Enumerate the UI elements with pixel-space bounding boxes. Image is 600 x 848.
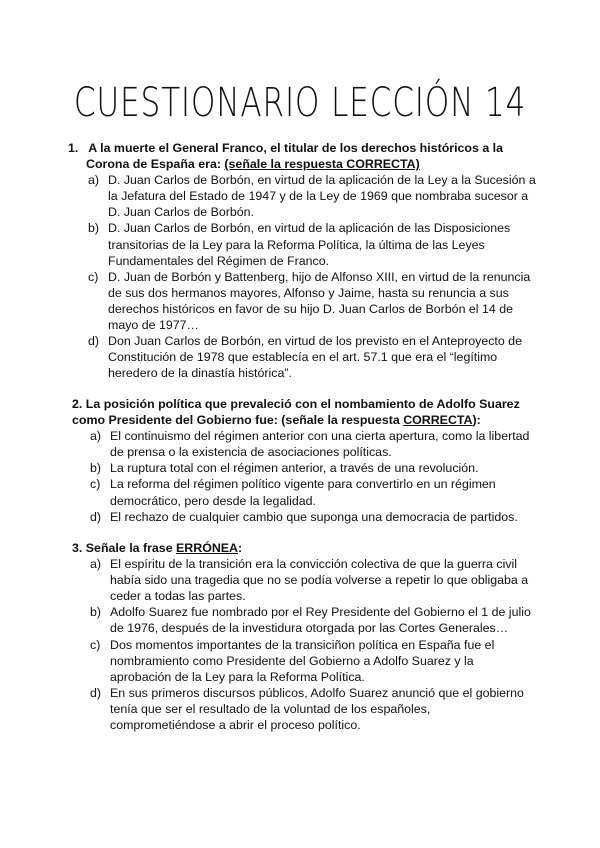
option-line: nombramiento como Presidente del Gobierno a Adolfo Suarez y la bbox=[110, 653, 474, 668]
question-text: : bbox=[238, 541, 243, 555]
option-letter: d) bbox=[90, 685, 102, 700]
option-line: El continuismo del régimen anterior con una cierta apertura, como la libertad bbox=[110, 429, 530, 444]
answer-option bbox=[90, 476, 572, 508]
option-line: La ruptura total con el régimen anterior, a través de una revolución. bbox=[110, 461, 479, 476]
option-line: D. Juan Carlos de Borbón, en virtud de la aplicación de la Ley a la Sucesión a bbox=[108, 173, 536, 188]
page-title: CUESTIONARIO LECCIÓN 14 bbox=[73, 80, 527, 126]
question-2 bbox=[72, 396, 572, 525]
answer-option bbox=[90, 685, 572, 733]
option-line: Constitución de 1978 que establecía en el art. 57.1 que era el “legítimo bbox=[108, 350, 498, 365]
option-line: En sus primeros discursos públicos, Adolfo Suarez anunció que el gobierno bbox=[110, 685, 524, 700]
option-letter: b) bbox=[90, 461, 102, 476]
option-line: mayo de 1977… bbox=[108, 318, 199, 333]
question-1-header bbox=[68, 140, 568, 172]
option-letter: a) bbox=[90, 557, 102, 572]
question-text: Corona de España era: bbox=[86, 157, 225, 172]
option-line: la Jefatura del Estado de 1947 y de la Ley de 1969 que nombraba sucesor a bbox=[108, 189, 529, 204]
question-2-header bbox=[72, 396, 572, 428]
question-text: A la muerte el General Franco, el titular de los derechos históricos a la bbox=[88, 141, 503, 155]
option-letter: c) bbox=[88, 269, 99, 284]
option-line: ceder a todas las partes. bbox=[110, 589, 246, 604]
answer-option bbox=[88, 269, 568, 333]
question-instruction: CORRECTA bbox=[403, 413, 473, 428]
option-line: Fundamentales del Régimen de Franco. bbox=[108, 253, 330, 268]
question-1 bbox=[68, 140, 568, 381]
option-line: heredero de la dinastía histórica”. bbox=[108, 366, 292, 381]
question-number: 2. bbox=[72, 397, 83, 411]
option-line: La reforma del régimen político vigente para convertirlo en un régimen bbox=[110, 477, 496, 492]
question-number: 1. bbox=[68, 141, 79, 155]
answer-option bbox=[88, 333, 568, 381]
option-line: D. Juan Carlos de Borbón, en virtud de la aplicación de las Disposiciones bbox=[108, 221, 511, 236]
option-line: de sus dos hermanos mayores, Alfonso y Jaime, hasta su renuncia a sus bbox=[108, 285, 509, 300]
question-3-header bbox=[72, 540, 572, 556]
answer-option bbox=[90, 509, 572, 525]
question-text: Señale la frase bbox=[85, 541, 177, 555]
answer-option bbox=[90, 637, 572, 685]
answer-option bbox=[90, 604, 572, 636]
question-text: La posición política que prevaleció con el nombamiento de Adolfo Suarez bbox=[85, 397, 520, 411]
question-number: 3. bbox=[72, 541, 83, 555]
option-letter: a) bbox=[90, 429, 102, 444]
option-line: tenía que ser el resultado de la voluntad de los españoles, bbox=[110, 701, 431, 716]
option-line: había sido una tragedia que no se podía volverse a repetir lo que obligaba a bbox=[110, 573, 529, 588]
option-line: El rechazo de cualquier cambio que suponga una democracia de partidos. bbox=[110, 509, 518, 524]
option-letter: b) bbox=[90, 605, 102, 620]
option-line: Dos momentos importantes de la transiciñon política en España fue el bbox=[110, 637, 495, 652]
question-instruction: ERRÓNEA bbox=[176, 541, 238, 555]
question-text: como Presidente del Gobierno fue: (señale la respuesta bbox=[72, 413, 404, 428]
answer-option bbox=[88, 172, 568, 220]
option-line: D. Juan Carlos de Borbón. bbox=[108, 205, 255, 220]
question-text: ): bbox=[472, 413, 481, 428]
answer-option bbox=[90, 556, 572, 604]
option-letter: c) bbox=[90, 477, 101, 492]
answer-option bbox=[88, 220, 568, 268]
answer-option bbox=[90, 428, 572, 460]
option-letter: d) bbox=[90, 509, 102, 524]
option-line: democrático, pero desde la legalidad. bbox=[110, 493, 316, 508]
option-line: transitorias de la Ley para la Reforma Política, la última de las Leyes bbox=[108, 237, 485, 252]
option-letter: c) bbox=[90, 637, 101, 652]
answer-option bbox=[90, 460, 572, 476]
option-line: de prensa o la existencia de asociaciones políticas. bbox=[110, 445, 392, 460]
option-letter: b) bbox=[88, 221, 100, 236]
option-line: derechos históricos en favor de su hijo D. Juan Carlos de Borbón el 14 de bbox=[108, 301, 513, 316]
option-letter: a) bbox=[88, 173, 100, 188]
option-line: de 1976, después de la investidura otorgada por las Cortes Generales… bbox=[110, 621, 509, 636]
option-line: comprometiéndose a abrir el proceso político. bbox=[110, 718, 361, 733]
option-line: El espíritu de la transición era la convicción colectiva de que la guerra civil bbox=[110, 557, 518, 572]
option-line: aprobación de la Ley para la Reforma Política. bbox=[110, 669, 365, 684]
option-line: Adolfo Suarez fue nombrado por el Rey Presidente del Gobierno el 1 de julio bbox=[110, 605, 531, 620]
question-instruction: (señale la respuesta CORRECTA) bbox=[224, 157, 420, 172]
option-line: D. Juan de Borbón y Battenberg, hijo de Alfonso XIII, en virtud de la renuncia bbox=[108, 269, 531, 284]
option-line: Don Juan Carlos de Borbón, en virtud de los previsto en el Anteproyecto de bbox=[108, 334, 522, 349]
option-letter: d) bbox=[88, 334, 100, 349]
question-3 bbox=[72, 540, 572, 733]
